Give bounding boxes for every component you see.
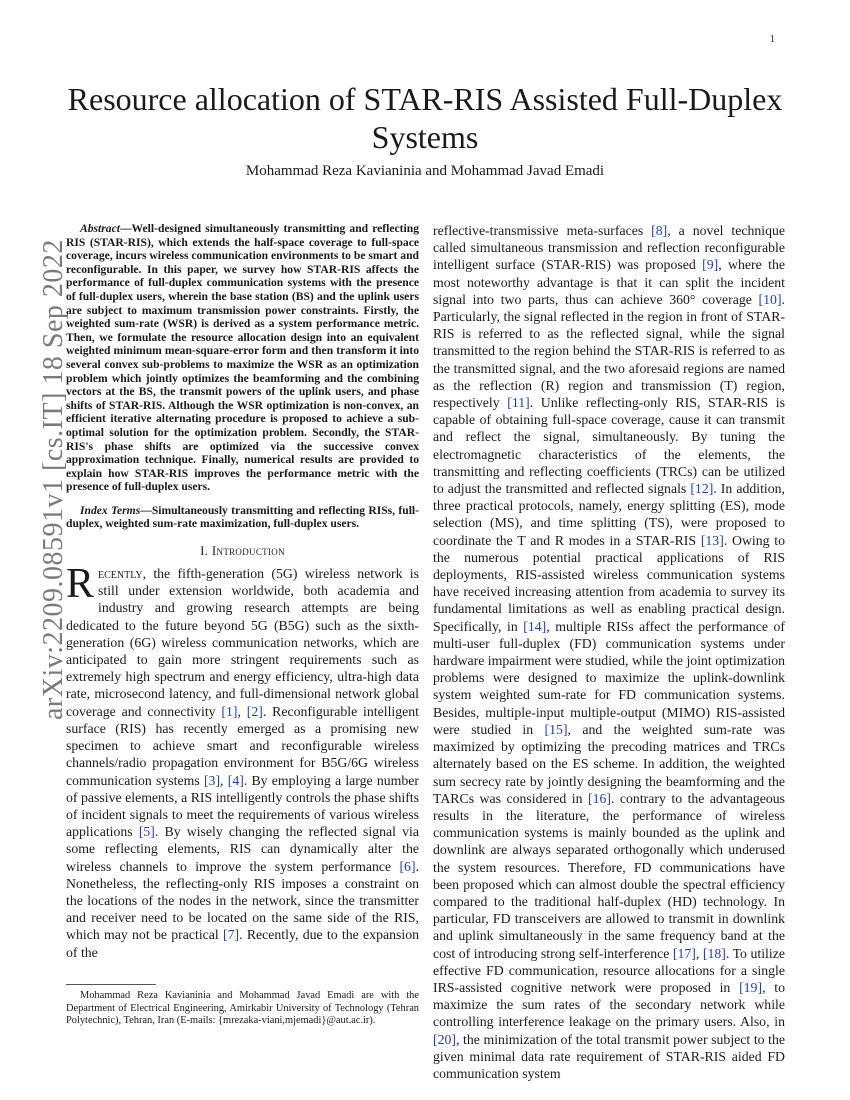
body-text: , a novel technique called simultaneous transmission and reflection reconfigurable intelligent surface (STAR-RIS) was proposed bbox=[433, 223, 785, 273]
first-word: ecently bbox=[98, 566, 143, 582]
intro-text: . By wisely changing the reflected signal via some reflecting elements, RIS can dynamically alter the wireless channels to improve the system performance bbox=[66, 824, 419, 874]
body-text: , the minimization of the total transmit power subject to the given minimal data rate requirement of STAR-RIS aided FD communication system bbox=[433, 1031, 785, 1081]
citation-link[interactable]: [7] bbox=[223, 927, 240, 943]
right-column bbox=[433, 222, 785, 1082]
body-text: reflective-transmissive meta-surfaces bbox=[433, 223, 652, 238]
intro-separator: , bbox=[237, 703, 247, 719]
abstract bbox=[66, 222, 419, 494]
right-column-paragraph bbox=[433, 222, 785, 1082]
citation-link[interactable]: [20] bbox=[433, 1031, 456, 1047]
page-number: 1 bbox=[770, 34, 775, 45]
citation-link[interactable]: [4] bbox=[227, 772, 244, 788]
body-text: . contrary to the advantageous results in the literature, the performance of wireless communication systems is mainly bounded as the uplink and downlink are always separated orthogonally which underused the system resources. Therefore, FD communications have been proposed which can almost double the spectral efficiency compared to the traditional half-duplex (HD) technology. In particular, FD transceivers are allowed to transmit in downlink and uplink simultaneously in the same frequency band at the cost of introducing strong self-interference bbox=[433, 790, 786, 961]
index-terms-label: Index Terms bbox=[80, 503, 141, 517]
citation-link[interactable]: [12] bbox=[690, 481, 714, 497]
body-text: , to maximize the sum rates of the secondary network while controlling interference leakage on the primary users. Also, in bbox=[433, 979, 785, 1030]
citation-link[interactable]: [8] bbox=[651, 223, 668, 238]
body-separator: , bbox=[695, 945, 703, 961]
intro-separator: , bbox=[220, 772, 228, 788]
author-list: Mohammad Reza Kavianinia and Mohammad Javad Emadi bbox=[245, 163, 605, 179]
citation-link[interactable]: [17] bbox=[672, 945, 696, 961]
abstract-text: —Well-designed simultaneously transmitting and reflecting RIS (STAR-RIS), which extends the half-space coverage to full-space coverage, incurs wireless communication environments to be smart and reconfigurable. In this paper, we survey how STAR-RIS affects the performance of full-duplex communication systems with the presence of full-duplex users, wherein the base station (BS) and the uplink users are subject to maximum transmission power constraints. Firstly, the weighted sum-rate (WSR) is derived as a system performance metric. Then, we formulate the resource allocation design into an equivalent weighted minimum mean-square-error form and then transform it into several convex sub-problems to maximize the WSR as an optimization problem which jointly optimizes the beamforming and the combining vectors at the BS, the transmit powers of the uplink users, and phase shifts of STAR-RIS. Although the WSR optimization is non-convex, an efficient iterative alternating procedure is proposed to achieve a sub-optimal solution for the optimization problem. Secondly, the STAR-RIS's phase shifts are optimized via the successive convex approximation technique. Finally, numerical results are provided to explain how STAR-RIS improves the performance metric with the presence of full-duplex users. bbox=[66, 222, 419, 494]
paper-title: Resource allocation of STAR-RIS Assisted Full-Duplex Systems bbox=[67, 81, 783, 155]
intro-text: . By employing a large number of passive elements, a RIS intelligently controls the phase shifts of incident signals to meet the requirements of various wireless applications bbox=[66, 772, 420, 840]
footnote-divider bbox=[66, 984, 156, 985]
index-terms bbox=[66, 504, 419, 531]
body-text: . In addition, three practical protocols, namely, energy splitting (ES), mode selection (MS), and time splitting (TS), were proposed to coordinate the T and R modes in a STAR-RIS bbox=[433, 481, 785, 548]
citation-link[interactable]: [3] bbox=[203, 772, 221, 788]
citation-link[interactable]: [11] bbox=[507, 395, 530, 411]
intro-text: , the fifth-generation (5G) wireless network is still under extension worldwide, both academia and industry and growing research attempts are being dedicated to the future beyond 5G (B5G) such as the sixth-generation (6G) wireless communication networks, which are anticipated to gain more stringent requirements such as extremely high spectrum and energy efficiency, ultra-high data rate, microsecond latency, and full-dimensional network global coverage and connectivity bbox=[66, 566, 419, 719]
citation-link[interactable]: [13] bbox=[700, 532, 724, 548]
index-terms-text: —Simultaneously transmitting and reflecting RISs, full-duplex, weighted sum-rate maximization, full-duplex users. bbox=[66, 503, 419, 531]
citation-link[interactable]: [15] bbox=[544, 721, 568, 737]
citation-link[interactable]: [18] bbox=[702, 945, 726, 961]
citation-link[interactable]: [1] bbox=[221, 703, 238, 719]
body-text: . Unlike reflecting-only RIS, STAR-RIS is capable of obtaining full-space coverage, cause it can transmit and reflect the signal, simultaneously. By tuning the electromagnetic characteristics of the elements, the transmitting and reflecting coefficients (TRCs) can be utilized to adjust the transmitted and reflected signals bbox=[433, 395, 785, 497]
intro-text: . Nonetheless, the reflecting-only RIS imposes a constraint on the locations of the nodes in the network, since the transmitter and receiver need to be located on the same side of the RIS, which may not be practical bbox=[66, 858, 419, 943]
citation-link[interactable]: [6] bbox=[399, 858, 416, 874]
citation-link[interactable]: [2] bbox=[246, 703, 263, 719]
body-text: . Owing to the numerous potential practical applications of RIS deployments, RIS-assisted wireless communication systems have received increasing attention from academia to survey its fundamental limitations as well as enabling practical design. Specifically, in bbox=[433, 532, 786, 634]
citation-link[interactable]: [16] bbox=[587, 790, 611, 806]
arxiv-watermark: arXiv:2209.08591v1 [cs.IT] 18 Sep 2022 bbox=[38, 239, 69, 720]
body-text: , multiple RISs affect the performance of multi-user full-duplex (FD) communication systems under hardware impairment were studied, while the joint optimization problems were designed to maximize the uplink-downlink system weighted sum-rate for FD communication systems. Besides, multiple-input multiple-output (MIMO) RIS-assisted were studied in bbox=[433, 618, 785, 737]
author-affiliation-footnote: Mohammad Reza Kavianinia and Mohammad Javad Emadi are with the Department of Electrical Engineering, Amirkabir University of Technology (Tehran Polytechnic), Tehran, Iran (E-mails: {mrezaka-viani,mjemadi}@aut.ac.ir). bbox=[66, 990, 419, 1027]
citation-link[interactable]: [19] bbox=[739, 979, 763, 995]
dropcap: R bbox=[66, 561, 95, 608]
intro-text: . Recently, due to the expansion of the bbox=[66, 927, 419, 960]
section-heading: I. Introduction bbox=[200, 543, 285, 559]
body-text: . Particularly, the signal reflected in the region in front of STAR-RIS is referred to as the reflected signal, while the signal transmitted to the region behind the STAR-RIS is referred to as the transmitted signal, and the two aforesaid regions are named as the reflection (R) region and transmission (T) region, respectively bbox=[433, 291, 785, 411]
body-text: , where the most noteworthy advantage is that it can split the incident signal into two parts, thus can achieve 360° coverage bbox=[433, 257, 785, 307]
abstract-label: Abstract bbox=[80, 222, 120, 235]
intro-text: . Reconfigurable intelligent surface (RIS) has recently emerged as a promising new specimen to achieve smart and reconfigurable wireless channels/radio propagation environment for B5G/6G wireless communication systems bbox=[66, 703, 419, 788]
citation-link[interactable]: [5] bbox=[138, 824, 155, 840]
citation-link[interactable]: [10] bbox=[758, 291, 782, 307]
introduction-paragraph bbox=[66, 561, 420, 961]
body-text: , and the weighted sum-rate was maximized by optimizing the precoding matrices and TRCs alternately based on the ES scheme. In addition, the weighted sum secrecy rate by jointly designing the beamforming and the TARCs was considered in bbox=[433, 721, 785, 806]
left-column bbox=[66, 222, 419, 961]
citation-link[interactable]: [9] bbox=[702, 257, 719, 273]
citation-link[interactable]: [14] bbox=[523, 618, 547, 634]
body-text: . To utilize effective FD communication, resource allocations for a single IRS-assisted cognitive network were proposed in bbox=[433, 945, 785, 995]
